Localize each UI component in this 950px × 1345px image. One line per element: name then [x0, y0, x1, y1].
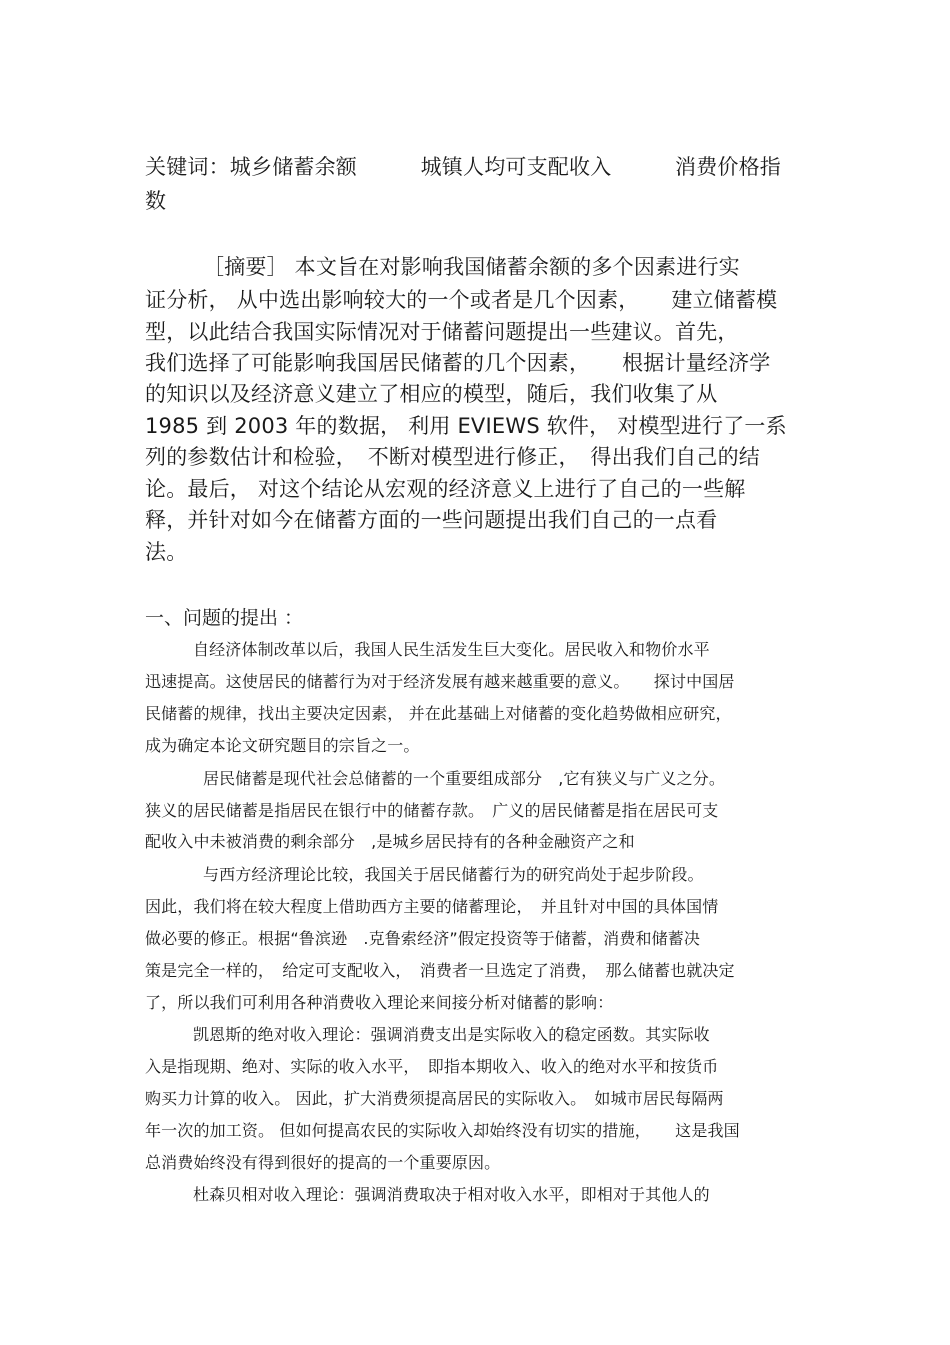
body-line: 策是完全一样的， 给定可支配收入， 消费者一旦选定了消费， 那么储蓄也就决定	[145, 961, 735, 980]
body-line: 凯恩斯的绝对收入理论：强调消费支出是实际收入的稳定函数。其实际收	[193, 1025, 710, 1044]
abstract-line: 型，以此结合我国实际情况对于储蓄问题提出一些建议。首先，	[145, 320, 739, 344]
body-line: 民储蓄的规律，找出主要决定因素， 并在此基础上对储蓄的变化趋势做相应研究，	[145, 704, 732, 723]
body-line: 狭义的居民储蓄是指居民在银行中的储蓄存款。 广义的居民储蓄是指在居民可支	[145, 801, 719, 820]
section-heading: 一、问题的提出 ：	[145, 607, 304, 629]
body-line: 配收入中未被消费的剩余部分 ,是城乡居民持有的各种金融资产之和	[145, 832, 635, 851]
abstract-line: 的知识以及经济意义建立了相应的模型，随后，我们收集了从	[145, 382, 718, 406]
abstract-line: 列的参数估计和检验， 不断对模型进行修正， 得出我们自己的结	[145, 445, 760, 469]
keywords-line: 数	[145, 189, 167, 213]
body-line: 年一次的加工资。 但如何提高农民的实际收入却始终没有切实的措施， 这是我国	[145, 1121, 740, 1140]
body-line: 杜森贝相对收入理论：强调消费取决于相对收入水平，即相对于其他人的	[193, 1185, 710, 1204]
body-line: 与西方经济理论比较，我国关于居民储蓄行为的研究尚处于起步阶段。	[203, 865, 704, 884]
body-line: 因此，我们将在较大程度上借助西方主要的储蓄理论， 并且针对中国的具体国情	[145, 897, 719, 916]
abstract-line: 论。最后， 对这个结论从宏观的经济意义上进行了自己的一些解	[145, 477, 746, 501]
abstract-line: ［摘要］ 本文旨在对影响我国储蓄余额的多个因素进行实	[203, 255, 740, 279]
abstract-line: 我们选择了可能影响我国居民储蓄的几个因素， 根据计量经济学	[145, 351, 771, 375]
abstract-line: 法。	[145, 540, 188, 564]
abstract-line: 1985 到 2003 年的数据， 利用 EVIEWS 软件， 对模型进行了一系	[145, 414, 787, 438]
body-line: 自经济体制改革以后，我国人民生活发生巨大变化。居民收入和物价水平	[193, 640, 710, 659]
body-line: 入是指现期、绝对、实际的收入水平， 即指本期收入、收入的绝对水平和按货币	[145, 1057, 719, 1076]
body-line: 购买力计算的收入。 因此，扩大消费须提高居民的实际收入。 如城市居民每隔两	[145, 1089, 724, 1108]
body-line: 了，所以我们可利用各种消费收入理论来间接分析对储蓄的影响：	[145, 993, 614, 1012]
abstract-line: 释，并针对如今在储蓄方面的一些问题提出我们自己的一点看	[145, 508, 718, 532]
body-line: 成为确定本论文研究题目的宗旨之一。	[145, 736, 420, 755]
body-line: 居民储蓄是现代社会总储蓄的一个重要组成部分 ,它有狭义与广义之分。	[203, 769, 726, 788]
body-line: 总消费始终没有得到很好的提高的一个重要原因。	[145, 1153, 501, 1172]
body-line: 迅速提高。这使居民的储蓄行为对于经济发展有越来越重要的意义。 探讨中国居	[145, 672, 735, 691]
abstract-line: 证分析， 从中选出影响较大的一个或者是几个因素， 建立储蓄模	[145, 288, 778, 312]
body-line: 做必要的修正。根据“鲁滨逊 .克鲁索经济”假定投资等于储蓄，消费和储蓄决	[145, 929, 701, 948]
keywords-line: 关键词：城乡储蓄余额 城镇人均可支配收入 消费价格指	[145, 155, 781, 179]
